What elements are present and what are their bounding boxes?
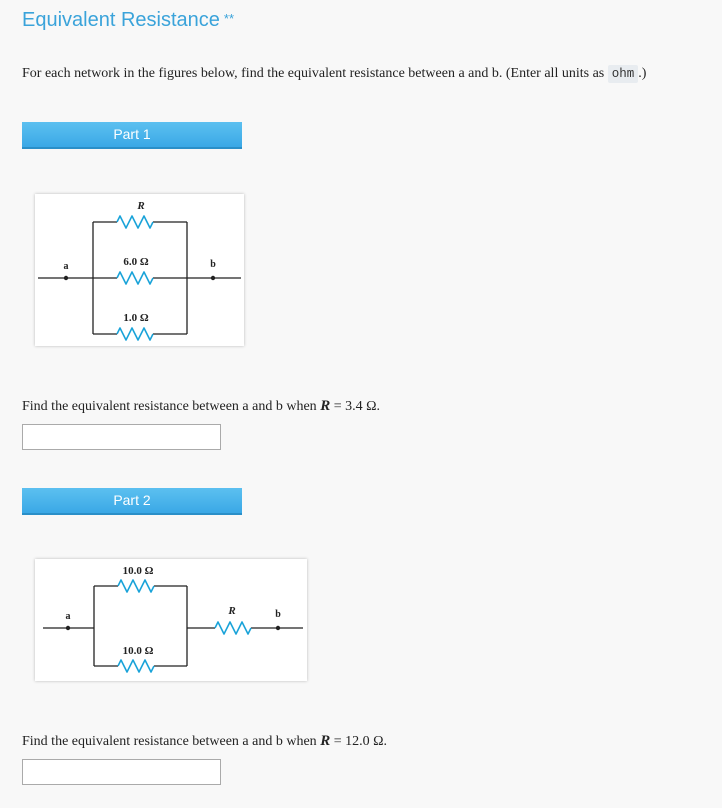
terminal-b-dot (211, 276, 215, 280)
resistor-r-series (215, 622, 251, 634)
label-b: b (275, 609, 281, 620)
part-2-circuit-figure (35, 559, 307, 681)
resistor-10ohm-bottom (118, 660, 154, 672)
label-r: R (137, 200, 145, 212)
part-2-answer-input[interactable] (22, 759, 221, 785)
part-1-button[interactable]: Part 1 (22, 122, 242, 149)
title-text: Equivalent Resistance (22, 9, 220, 31)
label-10ohm-top: 10.0 Ω (122, 565, 154, 577)
unit-code: ohm (608, 65, 639, 83)
part-1-circuit-figure (35, 194, 244, 346)
label-b: b (210, 259, 216, 270)
terminal-b-dot (276, 626, 280, 630)
page-title (22, 9, 234, 32)
part-2-question (22, 733, 387, 750)
resistor-10ohm-top (118, 580, 154, 592)
part-1-question-var: R (320, 398, 331, 414)
resistor-1ohm (117, 328, 153, 340)
label-1ohm: 1.0 Ω (123, 312, 149, 324)
label-a: a (65, 611, 71, 622)
terminal-a-dot (64, 276, 68, 280)
title-stars: ** (223, 11, 235, 26)
instructions (22, 66, 646, 82)
label-6ohm: 6.0 Ω (123, 256, 149, 268)
part-2-button[interactable]: Part 2 (22, 488, 242, 515)
resistor-6ohm (117, 272, 153, 284)
part-1-circuit-diagram (35, 194, 244, 346)
part-1-answer-input[interactable] (22, 424, 221, 450)
part-2-question-value: = 12.0 Ω. (330, 734, 388, 749)
label-a: a (63, 261, 69, 272)
part-1-question-text: Find the equivalent resistance between a and b when (22, 399, 321, 414)
terminal-a-dot (66, 626, 70, 630)
instructions-text: For each network in the figures below, find the equivalent resistance between a and b. (Enter all units as (22, 66, 608, 81)
resistor-r (117, 216, 153, 228)
part-1-question-value: = 3.4 Ω. (330, 399, 381, 414)
part-2-circuit-diagram (35, 559, 307, 681)
instructions-end: .) (638, 66, 647, 81)
label-10ohm-bottom: 10.0 Ω (122, 645, 154, 657)
part-1-question (22, 398, 380, 415)
part-2-question-text: Find the equivalent resistance between a and b when (22, 734, 321, 749)
part-2-question-var: R (320, 733, 331, 749)
label-r: R (228, 605, 236, 617)
